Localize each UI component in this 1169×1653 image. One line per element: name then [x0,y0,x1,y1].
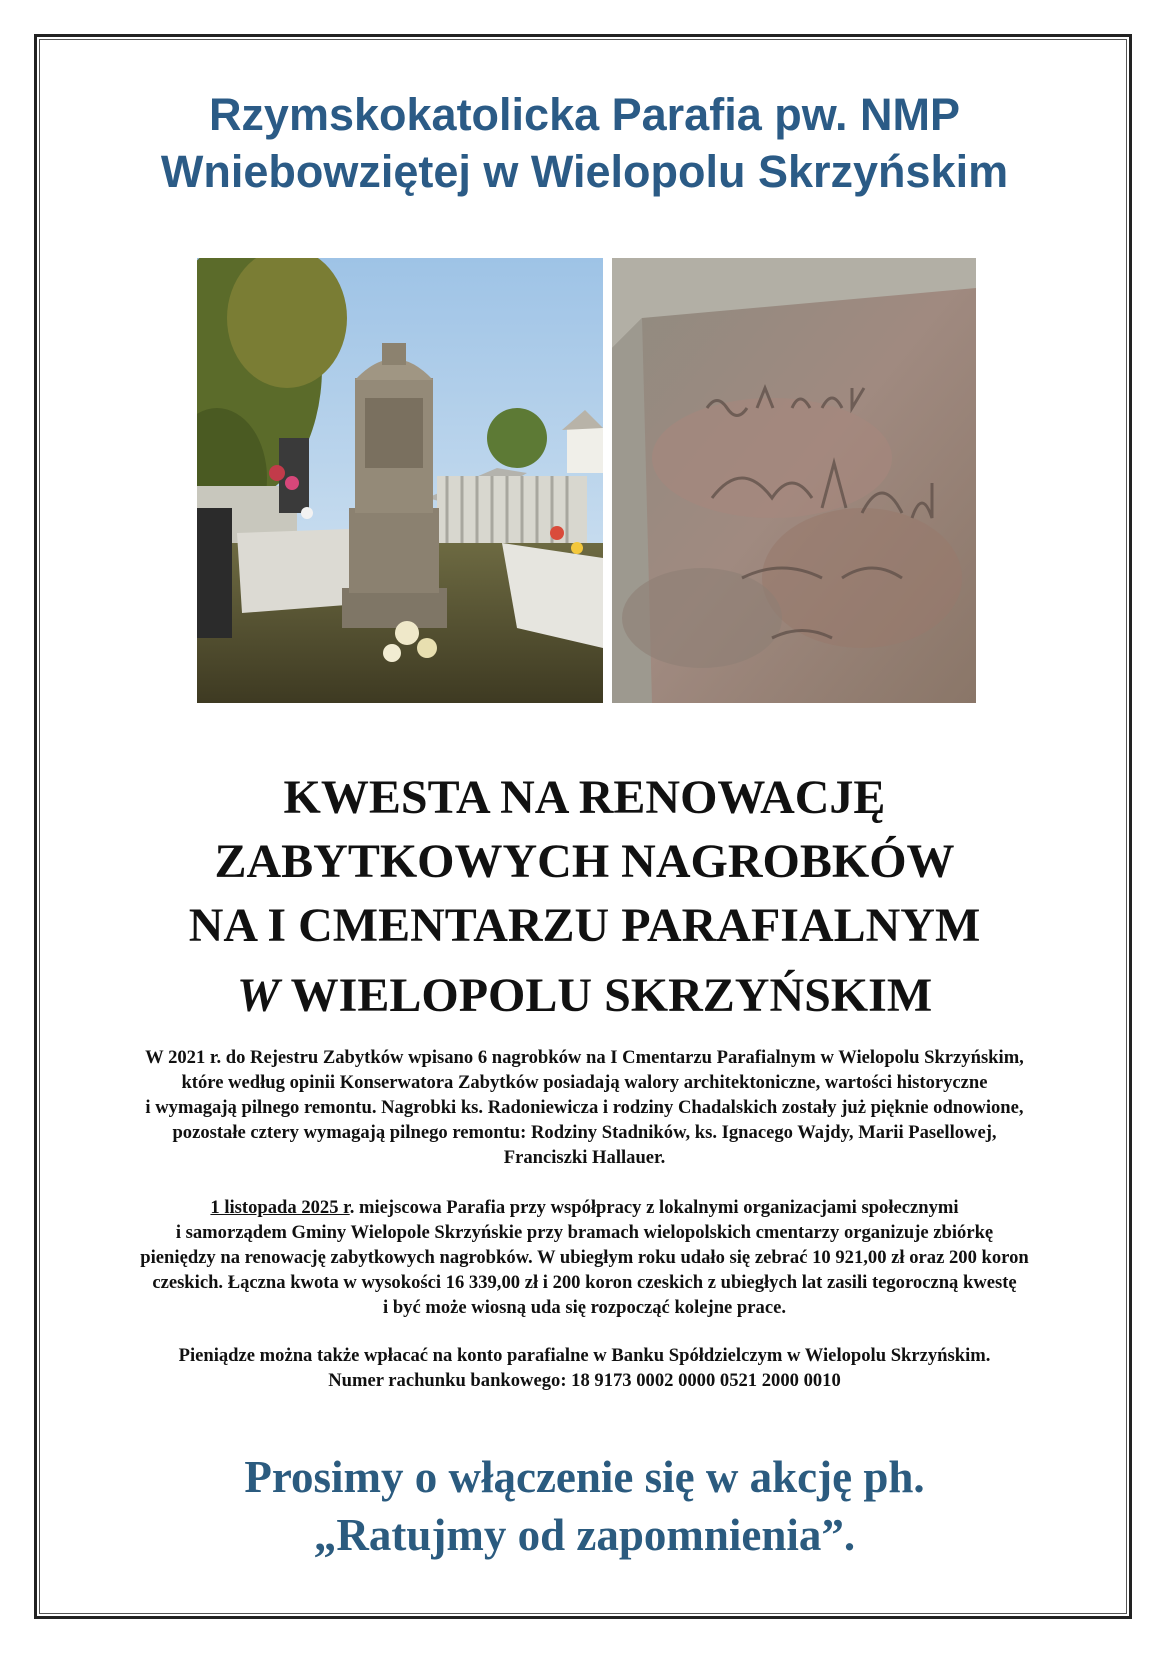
collection-line: i samorządem Gminy Wielopole Skrzyńskie przy bramach wielopolskich cmentarzy organizuje zbiórkę [175,1222,994,1243]
collection-paragraph [52,1195,1117,1320]
collection-line [52,1195,1117,1220]
registry-line: pozostałe cztery wymagają pilnego remontu: Rodziny Stadników, ks. Ignacego Wajdy, Marii Pasellowej, [172,1122,997,1143]
registry-line: Franciszki Hallauer. [503,1147,666,1168]
headline-line3: NA I CMENTARZU PARAFIALNYM [188,899,981,952]
bank-account-number: Numer rachunku bankowego: 18 9173 0002 0000 0521 2000 0010 [328,1370,841,1391]
collection-line: pieniędzy na renowację zabytkowych nagrobków. W ubiegłym roku udało się zebrać 10 921,00 zł oraz 200 koron [140,1247,1029,1268]
bank-info-line: Pieniądze można także wpłacać na konto parafialne w Banku Spółdzielczym w Wielopolu Skrzyńskim. [178,1345,991,1366]
parish-name-line2: Wniebowziętej w Wielopolu Skrzyńskim [160,146,1009,197]
registry-line: i wymagają pilnego remontu. Nagrobki ks. Radoniewicza i rodziny Chadalskich zostały już pięknie odnowione, [145,1097,1024,1118]
headline-line4 [60,964,1109,1028]
appeal-text [60,1448,1109,1564]
registry-paragraph [52,1045,1117,1170]
cemetery-tombstone-photo [197,258,603,703]
engraved-inscription-photo [612,258,976,703]
headline-line4-w: W [236,969,280,1022]
headline-line4-rest: WIELOPOLU SKRZYŃSKIM [279,969,933,1022]
headline-line1: KWESTA NA RENOWACJĘ [283,771,886,824]
registry-line: W 2021 r. do Rejestru Zabytków wpisano 6 nagrobków na I Cmentarzu Parafialnym w Wielopolu Skrzyńskim, [145,1047,1024,1068]
inscription-photo-icon [612,258,976,703]
collection-line: i być może wiosną uda się rozpocząć kolejne prace. [383,1297,786,1318]
collection-line: czeskich. Łączna kwota w wysokości 16 339,00 zł i 200 koron czeskich z ubiegłych lat zasili tegoroczną kwestę [152,1272,1017,1293]
appeal-line2: „Ratujmy od zapomnienia”. [313,1510,856,1560]
appeal-line1: Prosimy o włączenie się w akcję ph. [244,1452,925,1502]
bank-paragraph [52,1343,1117,1393]
collection-line1-rest: . miejscowa Parafia przy współpracy z lokalnymi organizacjami społecznymi [349,1197,959,1218]
parish-name-line1: Rzymskokatolicka Parafia pw. NMP [208,89,961,140]
headline-line2: ZABYTKOWYCH NAGROBKÓW [214,835,955,888]
registry-line: które według opinii Konserwatora Zabytków posiadają walory architektoniczne, wartości historyczne [181,1072,988,1093]
parish-name [60,86,1109,200]
tombstone-photo-icon [197,258,603,703]
collection-headline [60,766,1109,1028]
collection-date: 1 listopada 2025 r [210,1197,350,1218]
